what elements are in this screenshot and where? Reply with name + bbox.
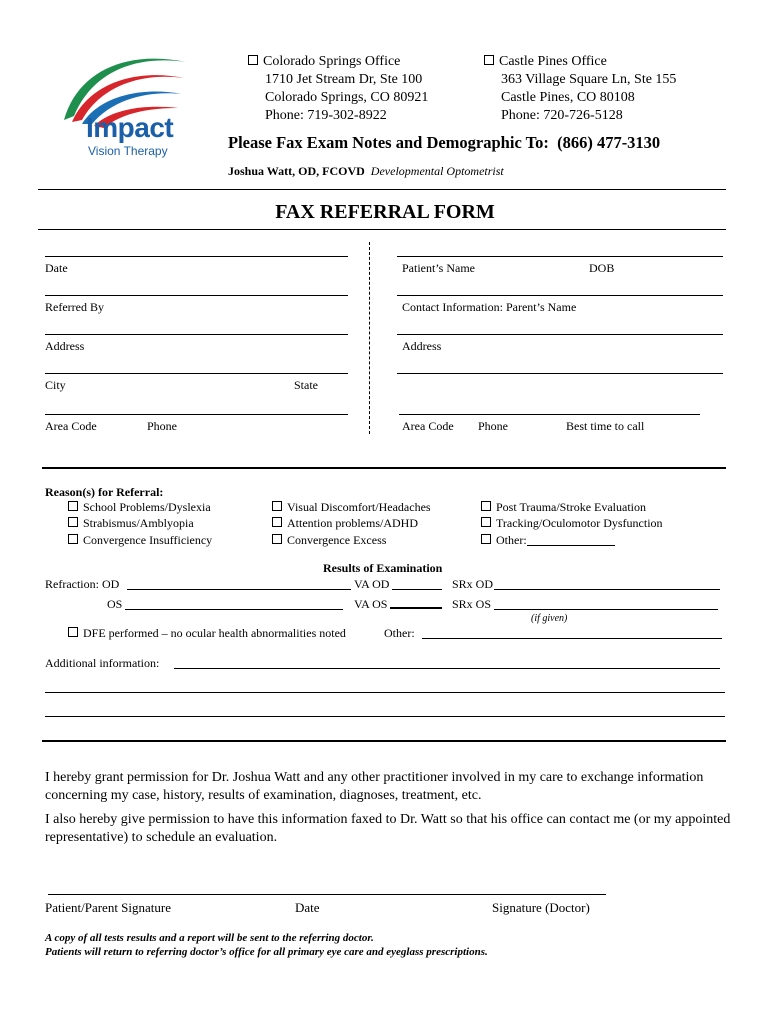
- right-address-field[interactable]: [397, 334, 723, 335]
- office2-city: Castle Pines, CO 80108: [501, 90, 635, 105]
- patient-name-label: Patient’s Name: [402, 261, 475, 275]
- office2-name: Castle Pines Office: [499, 54, 607, 69]
- reason-visual-discomfort[interactable]: Visual Discomfort/Headaches: [272, 500, 431, 515]
- doctor-title: Developmental Optometrist: [370, 164, 504, 178]
- consent-paragraph-2: I also hereby give permission to have this information faxed to Dr. Watt so that his office can contact me (or my appointed representative) to schedule an evaluation.: [45, 812, 731, 845]
- referred-by-field[interactable]: [45, 295, 348, 296]
- va-os-label: VA OS: [354, 597, 388, 611]
- checkbox-icon[interactable]: [68, 534, 78, 544]
- consent-paragraph-1: I hereby grant permission for Dr. Joshua Watt and any other practitioner involved in my care to exchange information concerning my case, history, results of examination, diagnoses, treatment, etc.: [45, 770, 704, 803]
- consent-divider: [42, 740, 726, 742]
- additional-info-field-3[interactable]: [45, 716, 725, 717]
- right-area-code-label: Area Code: [402, 419, 454, 433]
- left-phone-field[interactable]: [45, 414, 348, 415]
- office1-phone: Phone: 719-302-8922: [265, 108, 387, 123]
- office2-street: 363 Village Square Ln, Ste 155: [501, 72, 677, 87]
- reason-post-trauma[interactable]: Post Trauma/Stroke Evaluation: [481, 500, 646, 515]
- contact-label: Contact Information: Parent’s Name: [402, 300, 577, 314]
- reason-convergence-excess[interactable]: Convergence Excess: [272, 533, 386, 548]
- checkbox-icon[interactable]: [68, 517, 78, 527]
- va-od-field[interactable]: [392, 589, 442, 590]
- left-area-code-label: Area Code: [45, 419, 97, 433]
- reason-strabismus[interactable]: Strabismus/Amblyopia: [68, 516, 194, 531]
- os-field[interactable]: [125, 609, 343, 610]
- right-address-label: Address: [402, 339, 442, 353]
- reason-attention-problems[interactable]: Attention problems/ADHD: [272, 516, 418, 531]
- additional-info-field-2[interactable]: [45, 692, 725, 693]
- office1-checkbox[interactable]: [248, 55, 258, 65]
- srx-os-field[interactable]: [494, 609, 718, 610]
- exam-other-field[interactable]: [422, 638, 722, 639]
- checkbox-icon[interactable]: [272, 517, 282, 527]
- city-state-field[interactable]: [45, 373, 348, 374]
- best-time-label: Best time to call: [566, 419, 645, 433]
- section-divider: [42, 467, 726, 469]
- exam-other-label: Other:: [384, 626, 415, 640]
- date-label: Date: [45, 261, 68, 275]
- reason-other[interactable]: Other:: [481, 533, 527, 548]
- exam-heading: Results of Examination: [323, 561, 443, 575]
- checkbox-icon[interactable]: [272, 534, 282, 544]
- reasons-heading: Reason(s) for Referral:: [45, 485, 164, 499]
- form-title: FAX REFERRAL FORM: [275, 201, 495, 223]
- office-castle-pines: [484, 53, 676, 125]
- refraction-od-label: Refraction: OD: [45, 577, 120, 591]
- right-phone-field[interactable]: [399, 414, 700, 415]
- column-divider: [369, 242, 370, 434]
- patient-name-field[interactable]: [397, 256, 723, 257]
- footer-line-2: Patients will return to referring doctor’s office for all primary eye care and eyeglass prescriptions.: [45, 946, 488, 958]
- patient-signature-label: Patient/Parent Signature: [45, 900, 172, 915]
- right-address-line2-field[interactable]: [397, 373, 723, 374]
- left-phone-label: Phone: [147, 419, 177, 433]
- refraction-od-field[interactable]: [127, 589, 351, 590]
- checkbox-icon[interactable]: [68, 501, 78, 511]
- additional-info-field-1[interactable]: [174, 668, 720, 669]
- reason-other-field[interactable]: [527, 545, 615, 546]
- left-address-field[interactable]: [45, 334, 348, 335]
- right-phone-label: Phone: [478, 419, 508, 433]
- reason-school-problems[interactable]: School Problems/Dyslexia: [68, 500, 211, 515]
- reason-tracking[interactable]: Tracking/Oculomotor Dysfunction: [481, 516, 663, 531]
- header-divider: [38, 189, 726, 190]
- logo: [58, 50, 188, 165]
- doctor-name: Joshua Watt, OD, FCOVD: [228, 164, 365, 178]
- fax-line: Please Fax Exam Notes and Demographic To: (866) 477-3130: [228, 133, 661, 152]
- doctor-line: [228, 164, 504, 179]
- office1-street: 1710 Jet Stream Dr, Ste 100: [265, 72, 423, 87]
- dfe-performed[interactable]: DFE performed – no ocular health abnormalities noted: [68, 626, 346, 641]
- doctor-signature-label: Signature (Doctor): [492, 900, 590, 915]
- srx-od-label: SRx OD: [452, 577, 494, 591]
- os-label: OS: [107, 597, 123, 611]
- office1-name: Colorado Springs Office: [263, 54, 401, 69]
- office-colorado-springs: [248, 53, 428, 125]
- if-given-note: (if given): [531, 613, 568, 624]
- va-os-field[interactable]: [390, 607, 442, 609]
- va-od-label: VA OD: [354, 577, 390, 591]
- srx-od-field[interactable]: [494, 589, 720, 590]
- date-field[interactable]: [45, 256, 348, 257]
- city-label: City: [45, 378, 66, 392]
- additional-info-label: Additional information:: [45, 656, 160, 670]
- reason-convergence-insufficiency[interactable]: Convergence Insufficiency: [68, 533, 212, 548]
- checkbox-icon[interactable]: [481, 501, 491, 511]
- left-address-label: Address: [45, 339, 85, 353]
- signature-date-label: Date: [295, 900, 320, 915]
- checkbox-icon[interactable]: [481, 517, 491, 527]
- logo-text-sub: Vision Therapy: [88, 144, 168, 158]
- referred-by-label: Referred By: [45, 300, 104, 314]
- checkbox-icon[interactable]: [481, 534, 491, 544]
- checkbox-icon[interactable]: [68, 627, 78, 637]
- office2-checkbox[interactable]: [484, 55, 494, 65]
- dob-label: DOB: [589, 261, 615, 275]
- srx-os-label: SRx OS: [452, 597, 492, 611]
- logo-text-main: Impact: [86, 112, 174, 143]
- signature-line[interactable]: [48, 894, 606, 895]
- checkbox-icon[interactable]: [272, 501, 282, 511]
- title-divider: [38, 229, 726, 230]
- contact-field[interactable]: [397, 295, 723, 296]
- state-label: State: [294, 378, 318, 392]
- footer-line-1: A copy of all tests results and a report will be sent to the referring doctor.: [45, 932, 374, 944]
- office2-phone: Phone: 720-726-5128: [501, 108, 623, 123]
- office1-city: Colorado Springs, CO 80921: [265, 90, 429, 105]
